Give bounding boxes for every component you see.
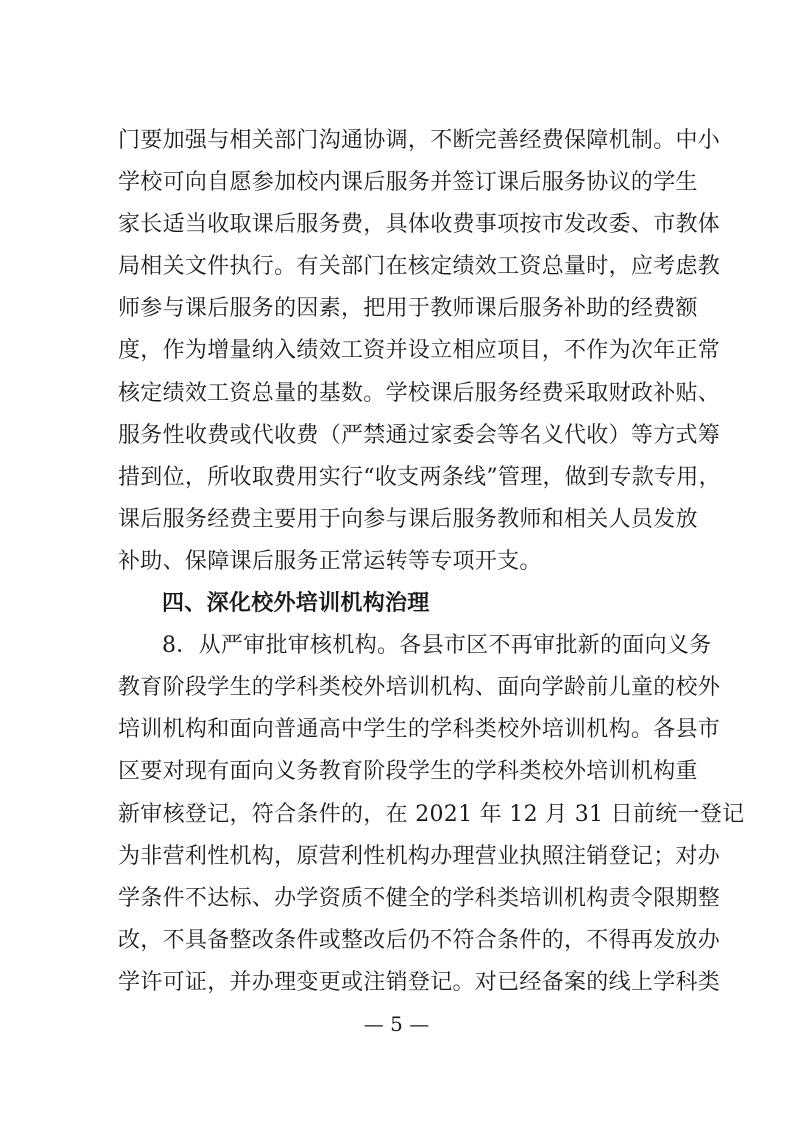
section-heading: 四、深化校外培训机构治理 xyxy=(162,591,430,617)
text-line: 新审核登记，符合条件的，在 2021 年 12 月 31 日前统一登记 xyxy=(118,801,745,827)
page-number: — 5 — xyxy=(363,1012,430,1036)
body-text xyxy=(118,120,745,1004)
text-line: 学许可证，并办理变更或注销登记。对已经备案的线上学科类 xyxy=(118,969,721,995)
text-line: 措到位，所收取费用实行“收支两条线”管理，做到专款专用， xyxy=(118,464,721,490)
text-line: 为非营利性机构，原营利性机构办理营业执照注销登记；对办 xyxy=(118,843,721,869)
text-line: 服务性收费或代收费（严禁通过家委会等名义代收）等方式筹 xyxy=(118,422,721,448)
text-line: 补助、保障课后服务正常运转等专项开支。 xyxy=(118,548,542,574)
text-line: 师参与课后服务的因素，把用于教师课后服务补助的经费额 xyxy=(118,296,698,322)
text-line: 区要对现有面向义务教育阶段学生的学科类校外培训机构重 xyxy=(118,759,698,785)
text-line: 教育阶段学生的学科类校外培训机构、面向学龄前儿童的校外 xyxy=(118,675,721,701)
text-line: 学校可向自愿参加校内课后服务并签订课后服务协议的学生 xyxy=(118,170,698,196)
text-line: 课后服务经费主要用于向参与课后服务教师和相关人员发放 xyxy=(118,506,698,532)
text-line: 培训机构和面向普通高中学生的学科类校外培训机构。各县市 xyxy=(118,717,721,743)
text-line: 核定绩效工资总量的基数。学校课后服务经费采取财政补贴、 xyxy=(118,380,721,406)
text-line: 家长适当收取课后服务费，具体收费事项按市发改委、市教体 xyxy=(118,212,721,238)
text-line: 学条件不达标、办学资质不健全的学科类培训机构责令限期整 xyxy=(118,885,721,911)
text-line: 改，不具备整改条件或整改后仍不符合条件的，不得再发放办 xyxy=(118,927,721,953)
text-line: 局相关文件执行。有关部门在核定绩效工资总量时，应考虑教 xyxy=(118,254,721,280)
text-line: 8．从严审批审核机构。各县市区不再审批新的面向义务 xyxy=(162,633,712,659)
text-line: 门要加强与相关部门沟通协调，不断完善经费保障机制。中小 xyxy=(118,128,721,153)
paragraph-2 xyxy=(118,625,745,1004)
text-line: 度，作为增量纳入绩效工资并设立相应项目，不作为次年正常 xyxy=(118,338,721,364)
paragraph-1 xyxy=(118,120,721,583)
